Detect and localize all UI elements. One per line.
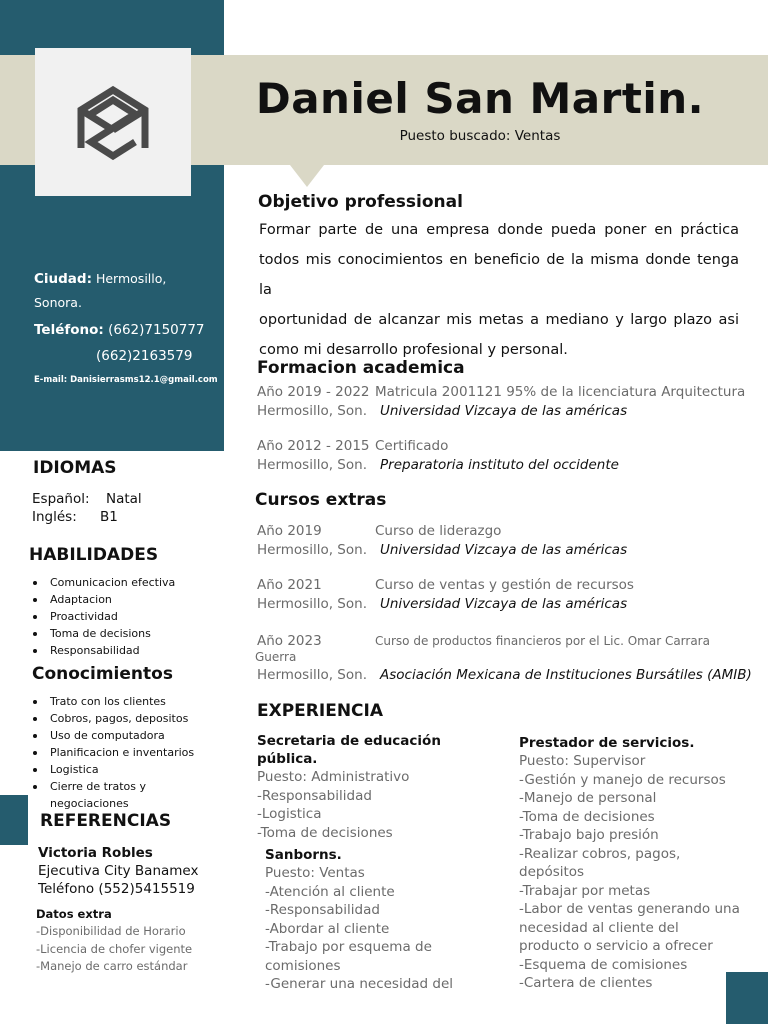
entry-school: Preparatoria instituto del occidente xyxy=(380,457,619,473)
job-line: -Trabajo por esquema de comisiones xyxy=(265,939,432,974)
entry-desc: Curso de ventas y gestión de recursos xyxy=(375,577,634,593)
email-label: E-mail: xyxy=(34,375,68,385)
curso-entry xyxy=(257,521,762,559)
phone-1: (662)7150777 xyxy=(108,322,205,338)
job-title: Prestador de servicios. xyxy=(519,735,695,751)
job-line: -Cartera de clientes xyxy=(519,975,653,991)
formacion-entry xyxy=(257,436,762,474)
objetivo-line: Formar parte de una empresa donde pueda poner en práctica xyxy=(259,222,739,238)
job-title: Secretaria de educación pública. xyxy=(257,733,441,767)
job-line: -Labor de ventas generando una necesidad al cliente del producto o servicio a ofrecer xyxy=(519,901,740,954)
idioma-row xyxy=(32,490,142,508)
list-item: Logistica xyxy=(31,761,201,778)
list-item: -Manejo de carro estándar xyxy=(36,959,188,973)
objetivo-title: Objetivo professional xyxy=(258,192,463,212)
entry-place: Hermosillo, Son. xyxy=(257,596,367,612)
curso-entry xyxy=(255,631,765,685)
entry-place: Hermosillo, Son. xyxy=(257,403,367,419)
conocimientos-list xyxy=(31,693,201,812)
list-item: Uso de computadora xyxy=(31,727,201,744)
job-line: -Realizar cobros, pagos, depósitos xyxy=(519,845,681,880)
entry-place: Hermosillo, Son. xyxy=(257,667,367,683)
job-line: -Abordar al cliente xyxy=(265,920,390,937)
job-line: -Gestión y manejo de recursos xyxy=(519,771,726,788)
entry-place: Hermosillo, Son. xyxy=(257,542,367,558)
idiomas-list xyxy=(32,490,142,526)
email-value[interactable]: Danisierrasms12.1@gmail.com xyxy=(70,375,218,385)
job-line: -Atención al cliente xyxy=(265,883,395,900)
logo-box xyxy=(35,48,191,196)
objetivo-line: como mi desarrollo profesional y personal. xyxy=(259,342,568,358)
entry-date: Año 2021 xyxy=(257,577,322,593)
idioma-lang: Español: xyxy=(32,491,90,507)
entry-date: Año 2012 - 2015 xyxy=(257,438,370,454)
idioma-level: B1 xyxy=(100,509,118,525)
list-item: -Licencia de chofer vigente xyxy=(36,941,193,956)
experiencia-right-col xyxy=(519,734,744,993)
entry-date: Año 2023 xyxy=(257,633,322,649)
contact-block xyxy=(34,266,219,394)
idioma-lang: Inglés: xyxy=(32,509,77,525)
job-line: -Responsabilidad xyxy=(265,902,380,918)
cursos-title: Cursos extras xyxy=(255,490,387,510)
header-banner-left xyxy=(0,55,35,165)
job-line: -Trabajar por metas xyxy=(519,882,651,899)
entry-desc: Matricula 2001121 95% de la licenciatura Arquitectura xyxy=(375,384,746,400)
entry-date: Año 2019 - 2022 xyxy=(257,384,370,400)
job-title: Sanborns. xyxy=(265,847,342,863)
job-line: -Responsabilidad xyxy=(257,787,372,804)
experiencia-left-col-2 xyxy=(265,846,455,994)
city-label: Ciudad: xyxy=(34,271,92,287)
referencia-block xyxy=(38,844,198,898)
job-line: Puesto: Ventas xyxy=(265,865,365,881)
entry-date: Año 2019 xyxy=(257,523,322,539)
city-value-2: Sonora. xyxy=(34,295,82,310)
list-item: Trato con los clientes xyxy=(31,693,201,710)
idioma-row xyxy=(32,508,142,526)
datos-extra-list xyxy=(36,923,192,976)
list-item: Comunicacion efectiva xyxy=(31,574,221,591)
entry-desc-wrap: Guerra xyxy=(255,650,297,664)
experiencia-title: EXPERIENCIA xyxy=(257,701,384,721)
list-item: Planificacion e inventarios xyxy=(31,744,201,761)
curso-entry xyxy=(257,575,762,613)
entry-desc: Curso de liderazgo xyxy=(375,523,502,539)
idiomas-title: IDIOMAS xyxy=(33,458,117,478)
list-item: -Disponibilidad de Horario xyxy=(36,924,186,938)
job-line: Puesto: Administrativo xyxy=(257,769,410,785)
referencia-role: Ejecutiva City Banamex xyxy=(38,863,199,879)
entry-school: Universidad Vizcaya de las américas xyxy=(380,596,628,612)
entry-school: Universidad Vizcaya de las américas xyxy=(380,542,628,558)
list-item: Toma de decisions xyxy=(31,625,221,642)
list-item: Cobros, pagos, depositos xyxy=(31,710,201,727)
conocimientos-title: Conocimientos xyxy=(32,664,173,684)
formacion-entry xyxy=(257,382,762,420)
idioma-level: Natal xyxy=(106,491,142,507)
referencias-title: REFERENCIAS xyxy=(40,811,172,831)
job-line: -Toma de decisiones xyxy=(257,824,393,841)
referencia-phone: Teléfono (552)5415519 xyxy=(38,881,195,897)
referencia-name: Victoria Robles xyxy=(38,845,153,861)
city-value: Hermosillo, xyxy=(95,271,167,286)
sm-logo-icon xyxy=(35,48,191,196)
candidate-name: Daniel San Martin. xyxy=(255,74,705,123)
habilidades-title: HABILIDADES xyxy=(29,545,159,565)
objetivo-line: oportunidad de alcanzar mis metas a mediano y largo plazo asi xyxy=(259,312,739,328)
position-sought: Puesto buscado: Ventas xyxy=(399,128,561,144)
habilidades-list xyxy=(31,574,221,659)
objetivo-line: todos mis conocimientos en beneficio de la misma donde tenga la xyxy=(259,252,739,298)
job-line: -Toma de decisiones xyxy=(519,808,655,825)
job-line: -Logistica xyxy=(257,806,322,822)
entry-desc: Curso de productos financieros por el Lic. Omar Carrara xyxy=(375,634,710,648)
banner-pointer xyxy=(290,165,324,187)
phone-label: Teléfono: xyxy=(34,322,104,338)
experiencia-left-col xyxy=(257,732,457,842)
job-line: -Generar una necesidad del xyxy=(265,976,454,992)
entry-desc: Certificado xyxy=(375,438,449,454)
objetivo-text xyxy=(259,215,739,365)
referencias-accent xyxy=(0,795,28,845)
job-line: -Trabajo bajo presión xyxy=(519,827,659,843)
list-item: Responsabilidad xyxy=(31,642,221,659)
corner-accent xyxy=(726,972,768,1024)
job-line: -Manejo de personal xyxy=(519,790,657,806)
formacion-title: Formacion academica xyxy=(257,358,465,378)
list-item: Cierre de tratos y negociaciones xyxy=(31,778,201,812)
list-item: Proactividad xyxy=(31,608,221,625)
job-line: -Esquema de comisiones xyxy=(519,956,688,973)
list-item: Adaptacion xyxy=(31,591,221,608)
phone-2: (662)2163579 xyxy=(96,348,193,364)
entry-place: Hermosillo, Son. xyxy=(257,457,367,473)
entry-school: Asociación Mexicana de Instituciones Bursátiles (AMIB) xyxy=(380,667,752,683)
datos-extra-title: Datos extra xyxy=(36,907,112,921)
entry-school: Universidad Vizcaya de las américas xyxy=(380,403,628,419)
job-line: Puesto: Supervisor xyxy=(519,753,646,769)
